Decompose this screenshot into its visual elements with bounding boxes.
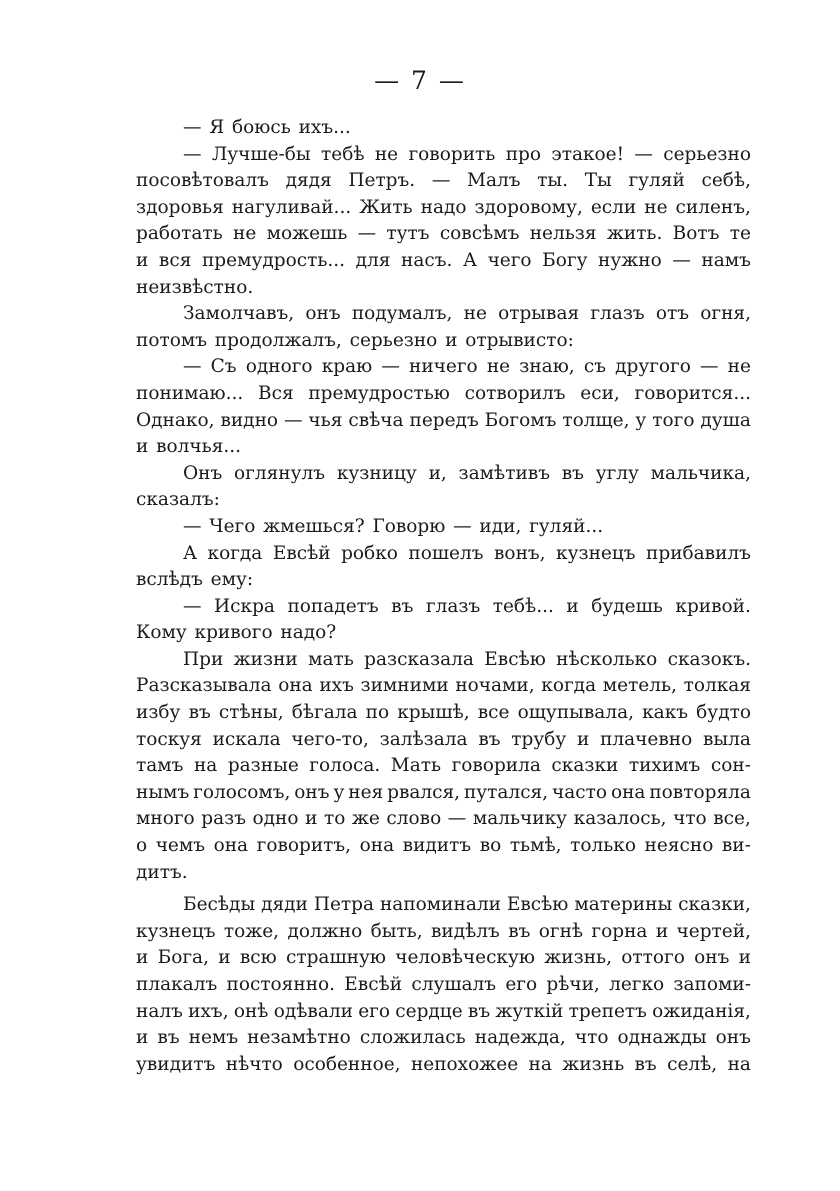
text-line: Кому кривого надо? bbox=[136, 622, 337, 644]
text-line: Однако, видно — чья свѣча передъ Богомъ толще, у того душа bbox=[136, 409, 751, 431]
text-line: А когда Евсѣй робко пошелъ вонъ, кузнецъ прибавилъ bbox=[183, 542, 751, 564]
text-line: много разъ одно и то же слово — мальчику казалось, что все, bbox=[136, 808, 751, 830]
text-line: дитъ. bbox=[136, 861, 188, 883]
text-line: понимаю... Вся премудростью сотворилъ еси, говорится... bbox=[136, 382, 751, 404]
text-line: При жизни мать разсказала Евсѣю нѣсколько сказокъ. bbox=[183, 648, 751, 670]
text-line: увидитъ нѣчто особенное, непохожее на жизнь въ селѣ, на bbox=[136, 1053, 751, 1075]
text-line: — Я боюсь ихъ... bbox=[183, 117, 351, 138]
text-line: потомъ продолжалъ, серьезно и отрывисто: bbox=[136, 329, 574, 351]
text-line: — Съ одного краю — ничего не знаю, съ другого — не bbox=[183, 356, 751, 378]
page-number: — 7 — bbox=[374, 66, 466, 95]
text-line: Разсказывала она ихъ зимними ночами, когда метель, толкая bbox=[136, 675, 751, 697]
text-line: вслѣдъ ему: bbox=[136, 569, 254, 591]
text-line: плакалъ постоянно. Евсѣй слушалъ его рѣчи, легко запоми- bbox=[136, 974, 751, 995]
text-line: и волчья... bbox=[136, 436, 242, 458]
text-line: — Лучше-бы тебѣ не говорить про этакое! — серьезно bbox=[183, 143, 751, 165]
text-line: посовѣтовалъ дядя Петръ. — Малъ ты. Ты гуляй себѣ, bbox=[136, 170, 751, 192]
text-line: и вся премудрость... для насъ. А чего Богу нужно — намъ bbox=[136, 249, 751, 271]
text-line: — Искра попадетъ въ глазъ тебѣ... и будешь кривой. bbox=[183, 595, 751, 617]
text-line: сказалъ: bbox=[136, 489, 220, 511]
text-line: здоровья нагуливай... Жить надо здоровому, если не силенъ, bbox=[136, 196, 751, 218]
text-line: тамъ на разные голоса. Мать говорила сказки тихимъ сон- bbox=[136, 755, 751, 777]
text-line: Онъ оглянулъ кузницу и, замѣтивъ въ углу мальчика, bbox=[183, 462, 751, 484]
text-line: Замолчавъ, онъ подумалъ, не отрывая глазъ отъ огня, bbox=[183, 303, 751, 325]
text-line: работать не можешь — тутъ совсѣмъ нельзя жить. Вотъ те bbox=[136, 223, 751, 245]
text-line: кузнецъ тоже, должно быть, видѣлъ въ огнѣ горна и чертей, bbox=[136, 920, 751, 942]
text-line: налъ ихъ, онѣ одѣвали его сердце въ жуткій трепетъ ожиданія, bbox=[136, 1000, 751, 1022]
text-line: и въ немъ незамѣтно сложилась надежда, что однажды онъ bbox=[136, 1027, 751, 1049]
text-line: Бесѣды дяди Петра напоминали Евсѣю материны сказки, bbox=[183, 894, 751, 916]
text-line: о чемъ она говоритъ, она видитъ во тьмѣ, только неясно ви- bbox=[136, 835, 751, 857]
text-line: тоскуя искала чего-то, залѣзала въ трубу и плачевно выла bbox=[136, 728, 751, 750]
body-text bbox=[136, 115, 751, 1078]
text-line: нымъ голосомъ, онъ у нея рвался, путался, часто она повторяла bbox=[136, 781, 751, 803]
text-line: — Чего жмешься? Говорю — иди, гуляй... bbox=[183, 515, 604, 537]
text-line: избу въ стѣны, бѣгала по крышѣ, все ощупывала, какъ будто bbox=[136, 702, 751, 724]
text-line: и Бога, и всю страшную человѣческую жизнь, оттого онъ и bbox=[136, 947, 751, 969]
text-line: неизвѣстно. bbox=[136, 276, 254, 298]
